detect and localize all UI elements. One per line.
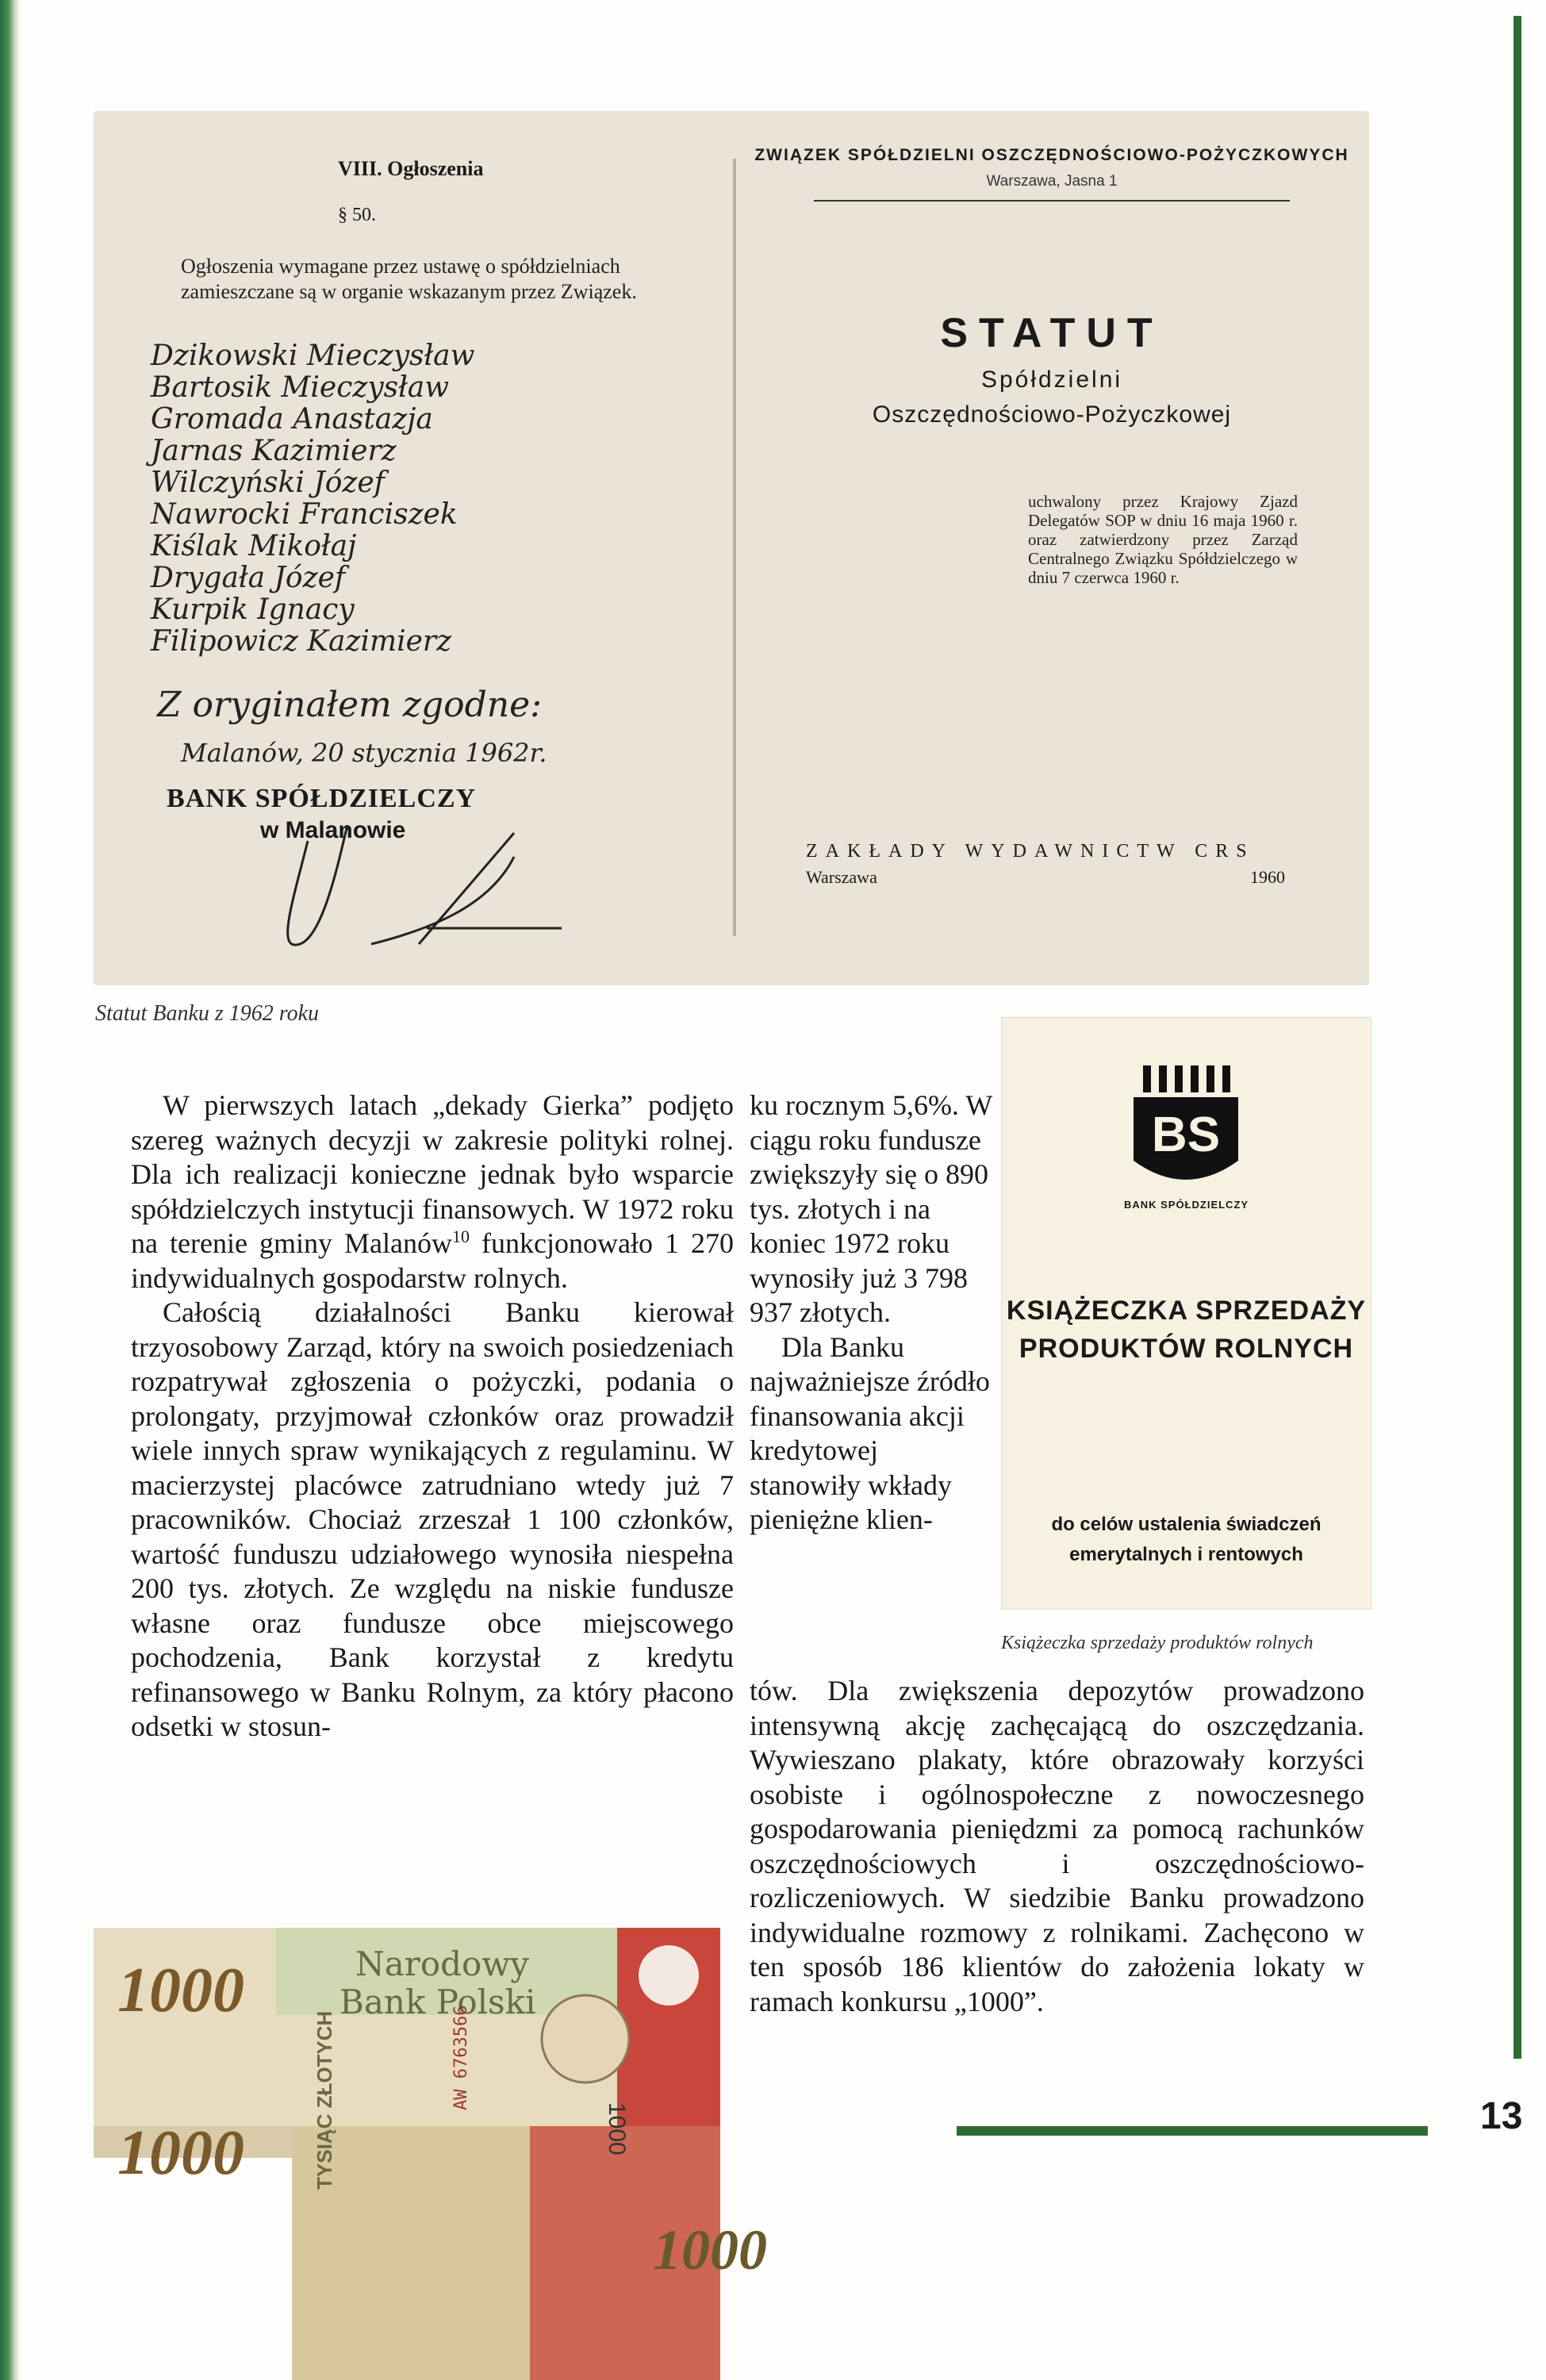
signature-line: Kurpik Ignacy: [151, 593, 355, 626]
bank-bs-logo: [1130, 1065, 1241, 1199]
signature-line: Filipowicz Kazimierz: [151, 625, 452, 658]
booklet-purpose: [1002, 1510, 1371, 1570]
signature-line: Dzikowski Mieczysław: [151, 340, 475, 372]
bottom-green-rule: [957, 2126, 1428, 2136]
printing-house: ZAKŁADY WYDAWNICTW CRS: [806, 841, 1255, 862]
denomination-numeral: 1000: [117, 1956, 244, 2025]
bank-stamp-line1: BANK SPÓŁDZIELCZY: [167, 784, 477, 813]
printing-year: 1960: [1250, 867, 1285, 887]
page-number: 13: [1480, 2095, 1523, 2137]
signature-line: Nawrocki Franciszek: [151, 498, 458, 531]
booklet-cover-photo: [1001, 1017, 1371, 1610]
statute-scan-photo: [94, 111, 1369, 985]
bank-label: BANK SPÓŁDZIELCZY: [1123, 1199, 1249, 1211]
denomination-numeral: 1000: [117, 2118, 244, 2188]
body-paragraph: Całością działalności Banku kierował trzyosobowy Zarząd, który na swoich posiedzeniach rozpatrywał zgłoszenia o pożyczki, podania o prolongaty, przyjmował członków oraz prowadził wiele innych spraw wynikających z regulaminu. W macierzystej placówce zatrudniano wtedy już 7 pracowników. Chociaż zrzeszał 1 100 członków, wartość funduszu udziałowego wynosiła niespełna 200 tys. złotych. Ze względu na niskie fundusze własne oraz fundusze obce miejscowego pochodzenia, Bank korzystał z kredytu refinansowego w Banku Rolnym, za który płacono odsetki w stosun-: [131, 1296, 734, 1742]
issuer-line1: Narodowy: [355, 1944, 530, 1983]
photo-caption: Statut Banku z 1962 roku: [95, 1001, 320, 1026]
statute-cover-page: [735, 111, 1369, 985]
portrait-medallion: [542, 1995, 629, 2082]
photo-caption: Książeczka sprzedaży produktów rolnych: [1001, 1633, 1314, 1653]
section-heading: VIII. Ogłoszenia: [338, 157, 484, 180]
body-paragraph: Dla Banku najważniejsze źródło finansowania akcji kredytowej stanowiły wkłady pieniężne klien-: [750, 1330, 990, 1535]
decorative-right-rule: [1513, 16, 1521, 2059]
text-column-narrow: [750, 1088, 996, 1537]
body-paragraph: tów. Dla zwiększenia depozytów prowadzono intensywną akcję zachęcającą do oszczędzania. Wywieszano plakaty, które obrazowały korzyści osobiste i ogólnospołeczne z nowoczesnego gospodarowania pieniędzmi za pomocą rachunków oszczędnościowych i oszczędnościowo-rozliczeniowych. W siedzibie Banku prowadzono indywidualne rozmowy z rolnikami. Zachęcono w ten sposób 186 klientów do założenia lokaty w ramach konkursu „1000”.: [750, 1675, 1364, 2017]
printing-city: Warszawa: [806, 867, 877, 887]
signature-line: Jarnas Kazimierz: [151, 435, 397, 467]
body-paragraph: [131, 1088, 734, 1296]
decorative-green-stripe: [0, 0, 19, 2380]
purpose-line: emerytalnych i rentowych: [1069, 1544, 1303, 1565]
signature-line: Kiślak Mikołaj: [151, 530, 357, 562]
statute-left-page: [94, 111, 735, 985]
body-paragraph: ku rocznym 5,6%. W ciągu roku fundusze zwiększyły się o 890 tys. złotych i na koniec 1972 roku wynosiły już 3 798 937 złotych.: [750, 1089, 992, 1328]
paragraph-number: § 50.: [338, 205, 376, 225]
certification-note: Z oryginałem zgodne:: [157, 685, 542, 725]
issuer-line2: Bank Polski: [340, 1983, 536, 2021]
statute-subtitle: Oszczędnościowo-Pożyczkowej: [872, 401, 1232, 428]
logo-text: BS: [1151, 1107, 1221, 1162]
signature-line: Drygała Józef: [151, 562, 346, 594]
signature-line: Wilczyński Józef: [151, 466, 385, 499]
body-text: funkcjonowało 1 270 indywidualnych gospodarstw rolnych.: [131, 1227, 734, 1294]
booklet-title: KSIĄŻECZKA SPRZEDAŻY PRODUKTÓW ROLNYCH: [1006, 1296, 1367, 1364]
serial-number: AW 6763566: [451, 2005, 471, 2110]
bank-stamp-line2: w Malanowie: [260, 817, 406, 843]
place-date: Malanów, 20 stycznia 1962r.: [181, 738, 547, 768]
statute-subtitle: Spółdzielni: [980, 367, 1123, 393]
vertical-denomination: 1000: [604, 2102, 630, 2155]
publisher-org: ZWIĄZEK SPÓŁDZIELNI OSZCZĘDNOŚCIOWO-POŻYCZKOWYCH: [754, 146, 1349, 164]
text-column-right: [750, 1674, 1364, 2019]
approval-note: uchwalony przez Krajowy Zjazd Delegatów SOP w dniu 16 maja 1960 r. oraz zatwierdzony przez Zarząd Centralnego Związku Spółdzielczego w dniu 7 czerwca 1960 r.: [1028, 492, 1298, 587]
signature-line: Gromada Anastazja: [151, 403, 433, 436]
publisher-address: Warszawa, Jasna 1: [986, 173, 1118, 190]
announcement-text: Ogłoszenia wymagane przez ustawę o spółdzielniach zamieszczane są w organie wskazanym przez Związek.: [181, 255, 637, 303]
signature-line: Bartosik Mieczysław: [151, 371, 450, 404]
banknote-photo: [94, 1928, 767, 2380]
text-column-left: [131, 1088, 734, 1745]
header-divider: [814, 200, 1290, 202]
value-in-words: TYSIĄC ZŁOTYCH: [313, 2010, 336, 2190]
footnote-ref: 10: [451, 1226, 470, 1246]
statute-title: STATUT: [940, 310, 1164, 356]
purpose-line: do celów ustalenia świadczeń: [1051, 1514, 1322, 1535]
eagle-emblem-icon: [639, 1945, 699, 2006]
handwritten-signature-mark: [228, 809, 673, 968]
denomination-numeral: 1000: [653, 2218, 767, 2282]
body-text: W pierwszych latach „dekady Gierka” podjęto szereg ważnych decyzji w zakresie polityki rolnej. Dla ich realizacji konieczne jednak było wsparcie spółdzielczych instytucji finansowych. W 1972 roku na terenie gminy Malanów: [131, 1089, 734, 1259]
